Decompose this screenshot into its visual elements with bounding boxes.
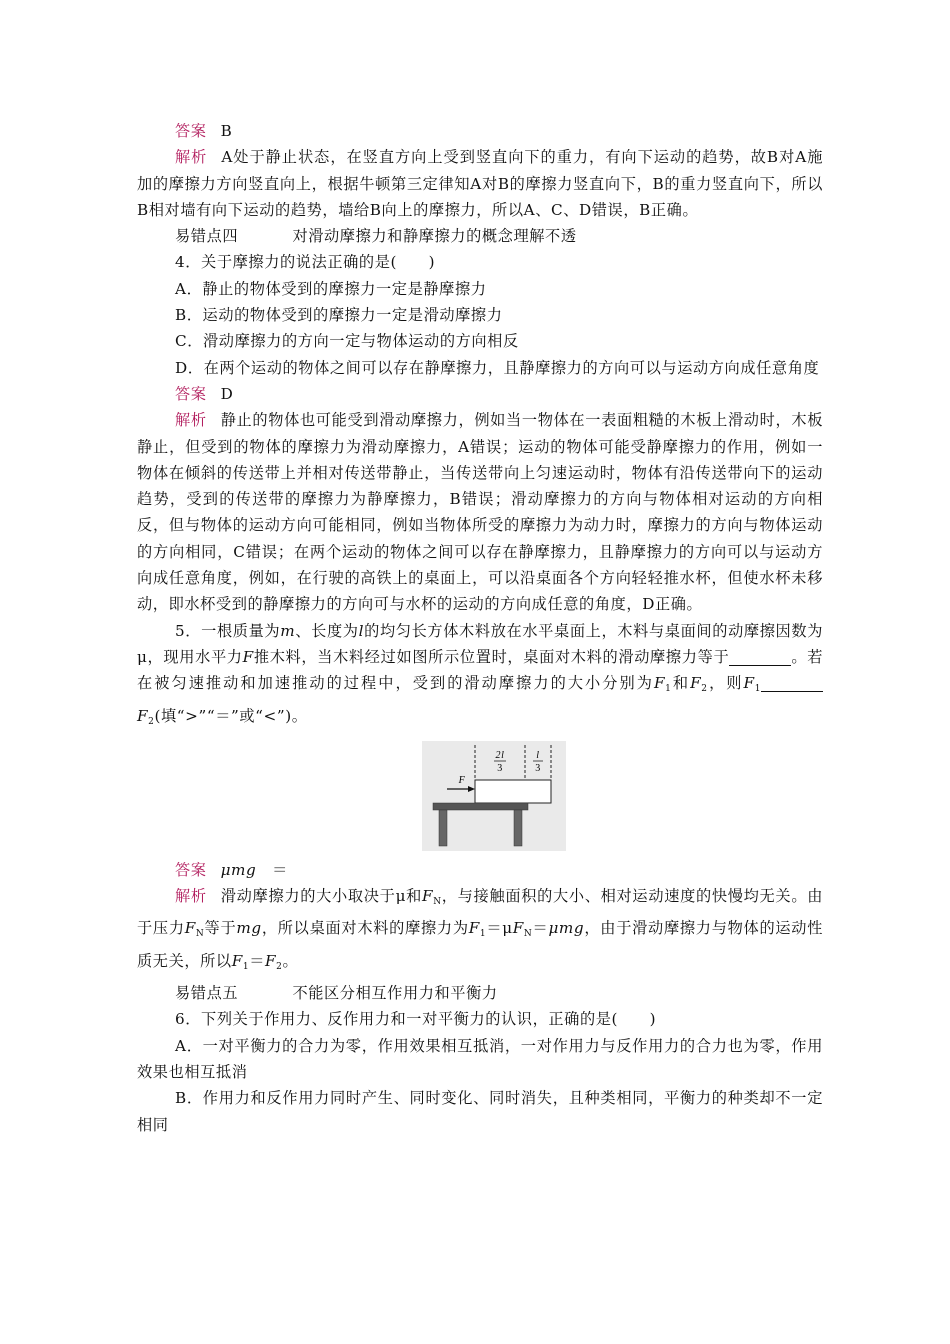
- q4-analysis: 解析 静止的物体也可能受到滑动摩擦力，例如当一物体在一表面粗糙的木板上滑动时，木板静止，但受到的物体的摩擦力为滑动摩擦力，A错误；运动的物体可能受静摩擦力的作用，例如一物体在倾斜的传送带上并相对传送带静止，当传送带向上匀速运动时，物体有沿传送带向下的运动趋势，受到的传送带的摩擦力为静摩擦力，B错误；滑动摩擦力的方向与物体相对运动的方向相反，但与物体的运动方向可能相同，例如当物体所受的摩擦力为动力时，摩擦力的方向与物体运动的方向相同，C错误；在两个运动的物体之间可以存在静摩擦力，且静摩擦力的方向可以与运动方向成任意角度，例如，在行驶的高铁上的桌面上，可以沿桌面各个方向轻轻推水杯，但使水杯未移动，即水杯受到的静摩擦力的方向可与水杯的运动的方向成任意的角度，D正确。: [137, 411, 823, 614]
- answer-label: 答案: [175, 122, 207, 140]
- table-leg-right: [514, 810, 522, 846]
- q6-option-a: A．一对平衡力的合力为零，作用效果相互抵消，一对作用力与反作用力的合力也为零，作用效果也相互抵消: [137, 1036, 823, 1081]
- q4-answer: 答案 D: [175, 384, 234, 403]
- q4-stem: 4．关于摩擦力的说法正确的是( ): [175, 253, 436, 272]
- force-label: F: [458, 774, 466, 786]
- section-heading-5: 易错点五 不能区分相互作用力和平衡力: [175, 984, 498, 1003]
- analysis-label: 解析: [175, 887, 207, 906]
- fraction-l-denominator: 3: [535, 762, 541, 774]
- analysis-label: 解析: [175, 411, 207, 430]
- q5-answer: 答案 μmg ＝: [175, 860, 288, 879]
- q4-option-b: B．运动的物体受到的摩擦力一定是滑动摩擦力: [175, 306, 503, 325]
- figure-svg: [422, 741, 566, 851]
- table-leg-left: [439, 810, 447, 846]
- q3-analysis: 解析 A处于静止状态，在竖直方向上受到竖直向下的重力，有向下运动的趋势，故B对A施加的摩擦力方向竖直向上，根据牛顿第三定律知A对B的摩擦力竖直向下，B的重力竖直向下，所以B相对墙有向下运动的趋势，墙给B向上的摩擦力，所以A、C、D错误，B正确。: [137, 148, 823, 219]
- wooden-block: [475, 780, 551, 803]
- q4-option-a: A．静止的物体受到的摩擦力一定是静摩擦力: [175, 279, 487, 298]
- section-heading-4: 易错点四 对滑动摩擦力和静摩擦力的概念理解不透: [175, 227, 577, 246]
- answer-label: 答案: [175, 384, 207, 403]
- q5-stem: 5．一根质量为m、长度为l的均匀长方体木料放在水平桌面上，木料与桌面间的动摩擦因数为μ，现用水平力F推木料，当木料经过如图所示位置时，桌面对木料的滑动摩擦力等于 。若在被匀速推动和加速推动的过程中，受到的滑动摩擦力的大小分别为$F_1$和$F_2$，则$F_1F_2$(填“>”“＝”或“<”)。: [137, 621, 823, 727]
- analysis-label: 解析: [175, 148, 208, 167]
- answer-label: 答案: [175, 860, 207, 879]
- answer-blank[interactable]: [761, 676, 823, 692]
- table-top: [433, 803, 528, 810]
- q3-answer: 答案 B: [175, 122, 233, 140]
- q5-analysis: 解析 滑动摩擦力的大小取决于μ和$F_N$，与接触面积的大小、相对运动速度的快慢均无关。由于压力$F_N$等于mg，所以桌面对木料的摩擦力为$F_1=\mu F_N=\mu mg$，由于滑动摩擦力与物体的运动性质无关，所以$F_1=F_2$。: [137, 887, 824, 972]
- q4-option-c: C．滑动摩擦力的方向一定与物体运动的方向相反: [175, 332, 519, 351]
- answer-blank[interactable]: [729, 650, 791, 666]
- fraction-2l-numerator: 2l: [495, 749, 505, 761]
- q6-option-b: B．作用力和反作用力同时产生、同时变化、同时消失，且种类相同，平衡力的种类却不一定相同: [137, 1089, 823, 1134]
- q4-option-d: D．在两个运动的物体之间可以存在静摩擦力，且静摩擦力的方向可以与运动方向成任意角度: [175, 358, 820, 377]
- fraction-2l-denominator: 3: [497, 762, 503, 774]
- fraction-l-numerator: l: [536, 749, 540, 761]
- document-page: [137, 118, 823, 1138]
- table-block-figure: [422, 741, 566, 851]
- q6-stem: 6．下列关于作用力、反作用力和一对平衡力的认识，正确的是( ): [175, 1010, 657, 1029]
